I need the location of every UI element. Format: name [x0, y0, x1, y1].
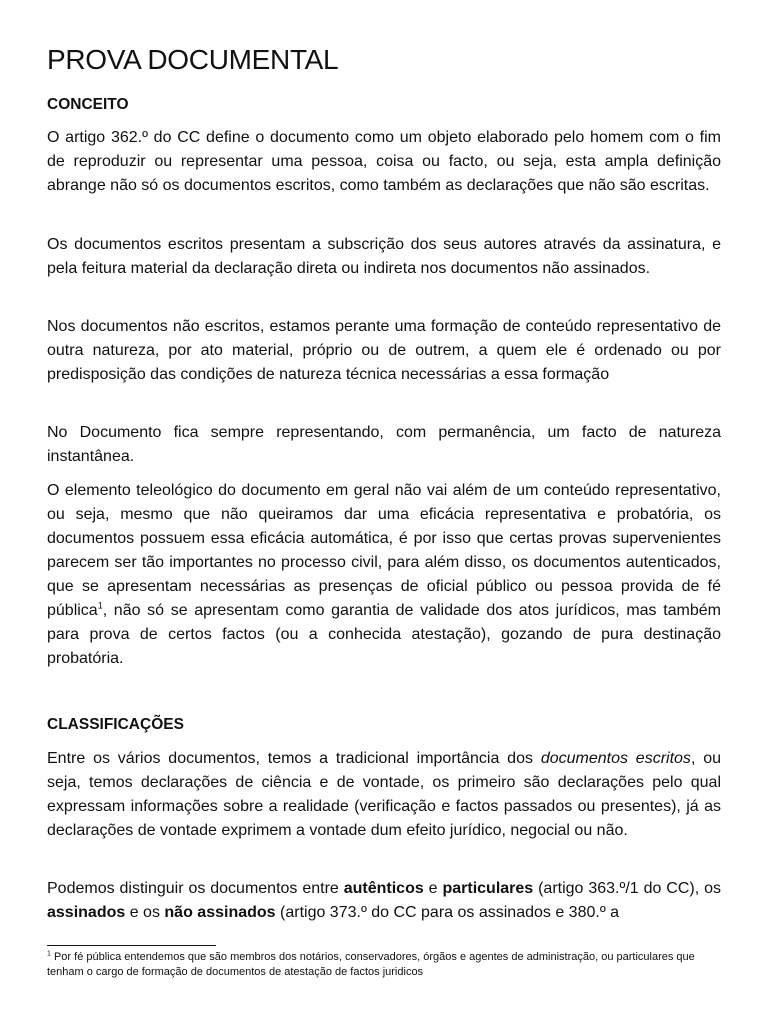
- bold-term: autênticos: [343, 880, 424, 897]
- paragraph: O artigo 362.º do CC define o documento como um objeto elaborado pelo homem com o fim de reproduzir ou representar uma pessoa, coisa ou facto, ou seja, esta ampla definição abrange não só os documentos escritos, como também as declarações que não são escritas.: [47, 129, 721, 194]
- paragraph-text: e os: [125, 904, 165, 921]
- paragraph: [47, 747, 721, 843]
- footnote-marker: 1: [47, 950, 51, 958]
- bold-term: particulares: [442, 880, 534, 897]
- bold-term: assinados: [47, 904, 126, 921]
- paragraph-text: (artigo 373.º do CC para os assinados e 380.º a: [275, 904, 620, 921]
- paragraph-text: e: [423, 880, 443, 897]
- paragraph-text: Podemos distinguir os documentos entre: [47, 880, 344, 897]
- section-heading-classificacoes: CLASSIFICAÇÕES: [47, 716, 184, 733]
- italic-term: documentos escritos: [540, 750, 691, 767]
- paragraph-text: Entre os vários documentos, temos a tradicional importância dos: [47, 750, 541, 767]
- paragraph: Os documentos escritos presentam a subscrição dos seus autores através da assinatura, e pela feitura material da declaração direta ou indireta nos documentos não assinados.: [47, 236, 721, 277]
- section-heading-conceito: CONCEITO: [47, 96, 129, 113]
- document-title: PROVA DOCUMENTAL: [47, 44, 339, 75]
- bold-term: não assinados: [164, 904, 276, 921]
- paragraph-text: O elemento teleológico do documento em geral não vai além de um conteúdo representativo, ou seja, mesmo que não queiramos dar uma eficácia representativa e probatória, os documentos possuem essa eficácia automática, é por isso que certas provas supervenientes parecem ser tão importantes no processo civil, para além disso, os documentos autenticados, que se apresentam necessárias as presenças de oficial público ou pessoa provida de fé pública: [47, 482, 721, 619]
- footnote-reference[interactable]: 1: [97, 600, 103, 611]
- paragraph-with-footnote-ref: [47, 479, 721, 671]
- paragraph: [47, 877, 721, 925]
- footnote: [47, 950, 721, 980]
- footnote-separator: [47, 945, 216, 946]
- footnote-text: Por fé pública entendemos que são membros dos notários, conservadores, órgãos e agentes de administração, ou particulares que tenham o cargo de formação de documentos de atestação de factos juridicos: [47, 951, 695, 978]
- paragraph: No Documento fica sempre representando, com permanência, um facto de natureza instantânea.: [47, 424, 721, 465]
- paragraph: Nos documentos não escritos, estamos perante uma formação de conteúdo representativo de outra natureza, por ato material, próprio ou de outrem, a quem ele é ordenado ou por predisposição das condições de natureza técnica necessárias a essa formação: [47, 318, 721, 383]
- paragraph-text: , ou seja, temos declarações de ciência e de vontade, os primeiro são declarações pelo qual expressam informações sobre a realidade (verificação e factos passados ou presentes), já as declarações de vontade exprimem a vontade dum efeito jurídico, negocial ou não.: [47, 750, 722, 839]
- paragraph-text: (artigo 363.º/1 do CC), os: [533, 880, 722, 897]
- paragraph-text: , não só se apresentam como garantia de validade dos atos jurídicos, mas também para prova de certos factos (ou a conhecida atestação), gozando de pura destinação probatória.: [47, 602, 721, 667]
